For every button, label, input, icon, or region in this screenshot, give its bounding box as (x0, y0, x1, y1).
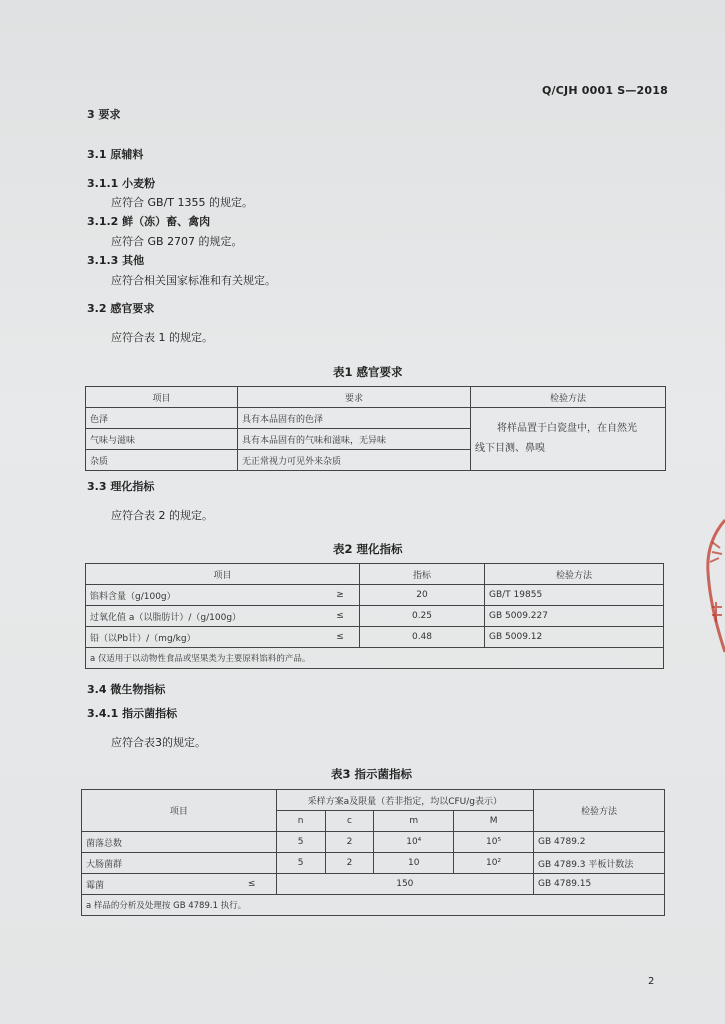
table3-cell: 5 (276, 832, 325, 853)
table3-subheader: M (454, 811, 534, 832)
table3-subheader: c (325, 811, 374, 832)
heading-3-1: 3.1 原辅料 (87, 148, 144, 161)
table2-note-row (86, 648, 664, 669)
table3-operator: ≤ (228, 874, 277, 895)
heading-3-2: 3.2 感官要求 (87, 302, 155, 315)
page-number: 2 (648, 976, 655, 987)
table3-cell: 5 (276, 853, 325, 874)
table2-cell: GB 5009.227 (485, 606, 664, 627)
table3-header-plan: 采样方案a及限量（若非指定，均以CFU/g表示） (276, 790, 533, 811)
table-row (82, 853, 665, 874)
standard-number: Q/CJH 0001 S—2018 (542, 84, 668, 97)
table1-header-item: 项目 (86, 387, 238, 408)
table2-cell: 20 (360, 585, 485, 606)
text-3-2: 应符合表 1 的规定。 (111, 331, 213, 344)
table2 (85, 563, 664, 669)
table1-cell: 无正常视力可见外来杂质 (238, 450, 471, 471)
table2-caption: 表2 理化指标 (333, 542, 403, 556)
table2-cell: GB/T 19855 (485, 585, 664, 606)
heading-3-4-1: 3.4.1 指示菌指标 (87, 707, 178, 720)
table3-cell: 2 (325, 853, 374, 874)
table2-cell: 0.25 (360, 606, 485, 627)
table1-cell: 具有本品固有的色泽 (238, 408, 471, 429)
table2-note: a 仅适用于以动物性食品或坚果类为主要原料馅料的产品。 (86, 648, 664, 669)
table2-cell: 0.48 (360, 627, 485, 648)
table1-method-line1: 将样品置于白瓷盘中，在自然光 (497, 423, 637, 434)
heading-3-3: 3.3 理化指标 (87, 480, 155, 493)
table2-header-value: 指标 (360, 564, 485, 585)
table2-cell: 馅料含量（g/100g） (86, 585, 322, 606)
table3-cell: GB 4789.3 平板计数法 (534, 853, 665, 874)
table3-cell: 2 (325, 832, 374, 853)
table2-operator: ≤ (321, 627, 360, 648)
table1-cell: 色泽 (86, 408, 238, 429)
text-3-4-1: 应符合表3的规定。 (111, 736, 206, 749)
table1-header-method: 检验方法 (471, 387, 666, 408)
table-row (86, 627, 664, 648)
table-row (86, 606, 664, 627)
text-3-1-2: 应符合 GB 2707 的规定。 (111, 235, 243, 248)
red-seal-stamp (698, 512, 725, 662)
table-row (82, 874, 665, 895)
table1-cell: 具有本品固有的气味和滋味，无异味 (238, 429, 471, 450)
table3-header-item: 项目 (82, 790, 277, 832)
text-3-1-1: 应符合 GB/T 1355 的规定。 (111, 196, 253, 209)
table3-subheader: m (374, 811, 454, 832)
table3-cell: 10 (374, 853, 454, 874)
table2-header-row (86, 564, 664, 585)
table3-cell: 霉菌 (82, 874, 228, 895)
table3-subheader: n (276, 811, 325, 832)
table3-cell: 菌落总数 (82, 832, 277, 853)
heading-3-4: 3.4 微生物指标 (87, 683, 166, 696)
table3-cell: 10⁵ (454, 832, 534, 853)
table3-caption: 表3 指示菌指标 (331, 767, 413, 781)
table2-cell: GB 5009.12 (485, 627, 664, 648)
table3-header-method: 检验方法 (534, 790, 665, 832)
table2-cell: 铅（以Pb计）/（mg/kg） (86, 627, 322, 648)
table1-cell: 气味与滋味 (86, 429, 238, 450)
table3-cell: GB 4789.15 (534, 874, 665, 895)
text-3-3: 应符合表 2 的规定。 (111, 509, 213, 522)
table3 (81, 789, 665, 916)
table2-header-method: 检验方法 (485, 564, 664, 585)
heading-3-1-2: 3.1.2 鲜（冻）畜、禽肉 (87, 215, 211, 228)
table3-cell: 大肠菌群 (82, 853, 277, 874)
table1-header-requirement: 要求 (238, 387, 471, 408)
table1-caption: 表1 感官要求 (333, 365, 403, 379)
table3-note: a 样品的分析及处理按 GB 4789.1 执行。 (82, 895, 665, 916)
table3-note-row (82, 895, 665, 916)
heading-3: 3 要求 (87, 108, 121, 121)
table3-cell: GB 4789.2 (534, 832, 665, 853)
table2-header-item: 项目 (86, 564, 360, 585)
table3-header-row (82, 790, 665, 811)
heading-3-1-3: 3.1.3 其他 (87, 254, 145, 267)
table2-operator: ≤ (321, 606, 360, 627)
table1-method-line2: 线下目测、鼻嗅 (475, 443, 545, 454)
table1-cell: 杂质 (86, 450, 238, 471)
heading-3-1-1: 3.1.1 小麦粉 (87, 177, 156, 190)
table1-header-row (86, 387, 666, 408)
table-row (86, 585, 664, 606)
table2-operator: ≥ (321, 585, 360, 606)
table3-cell: 10⁴ (374, 832, 454, 853)
table3-cell: 150 (276, 874, 533, 895)
table3-cell: 10² (454, 853, 534, 874)
table2-cell: 过氧化值 a（以脂肪计）/（g/100g） (86, 606, 322, 627)
table1-method-cell (471, 408, 666, 471)
table-row (86, 408, 666, 429)
table1 (85, 386, 666, 471)
table-row (82, 832, 665, 853)
text-3-1-3: 应符合相关国家标准和有关规定。 (111, 274, 276, 287)
